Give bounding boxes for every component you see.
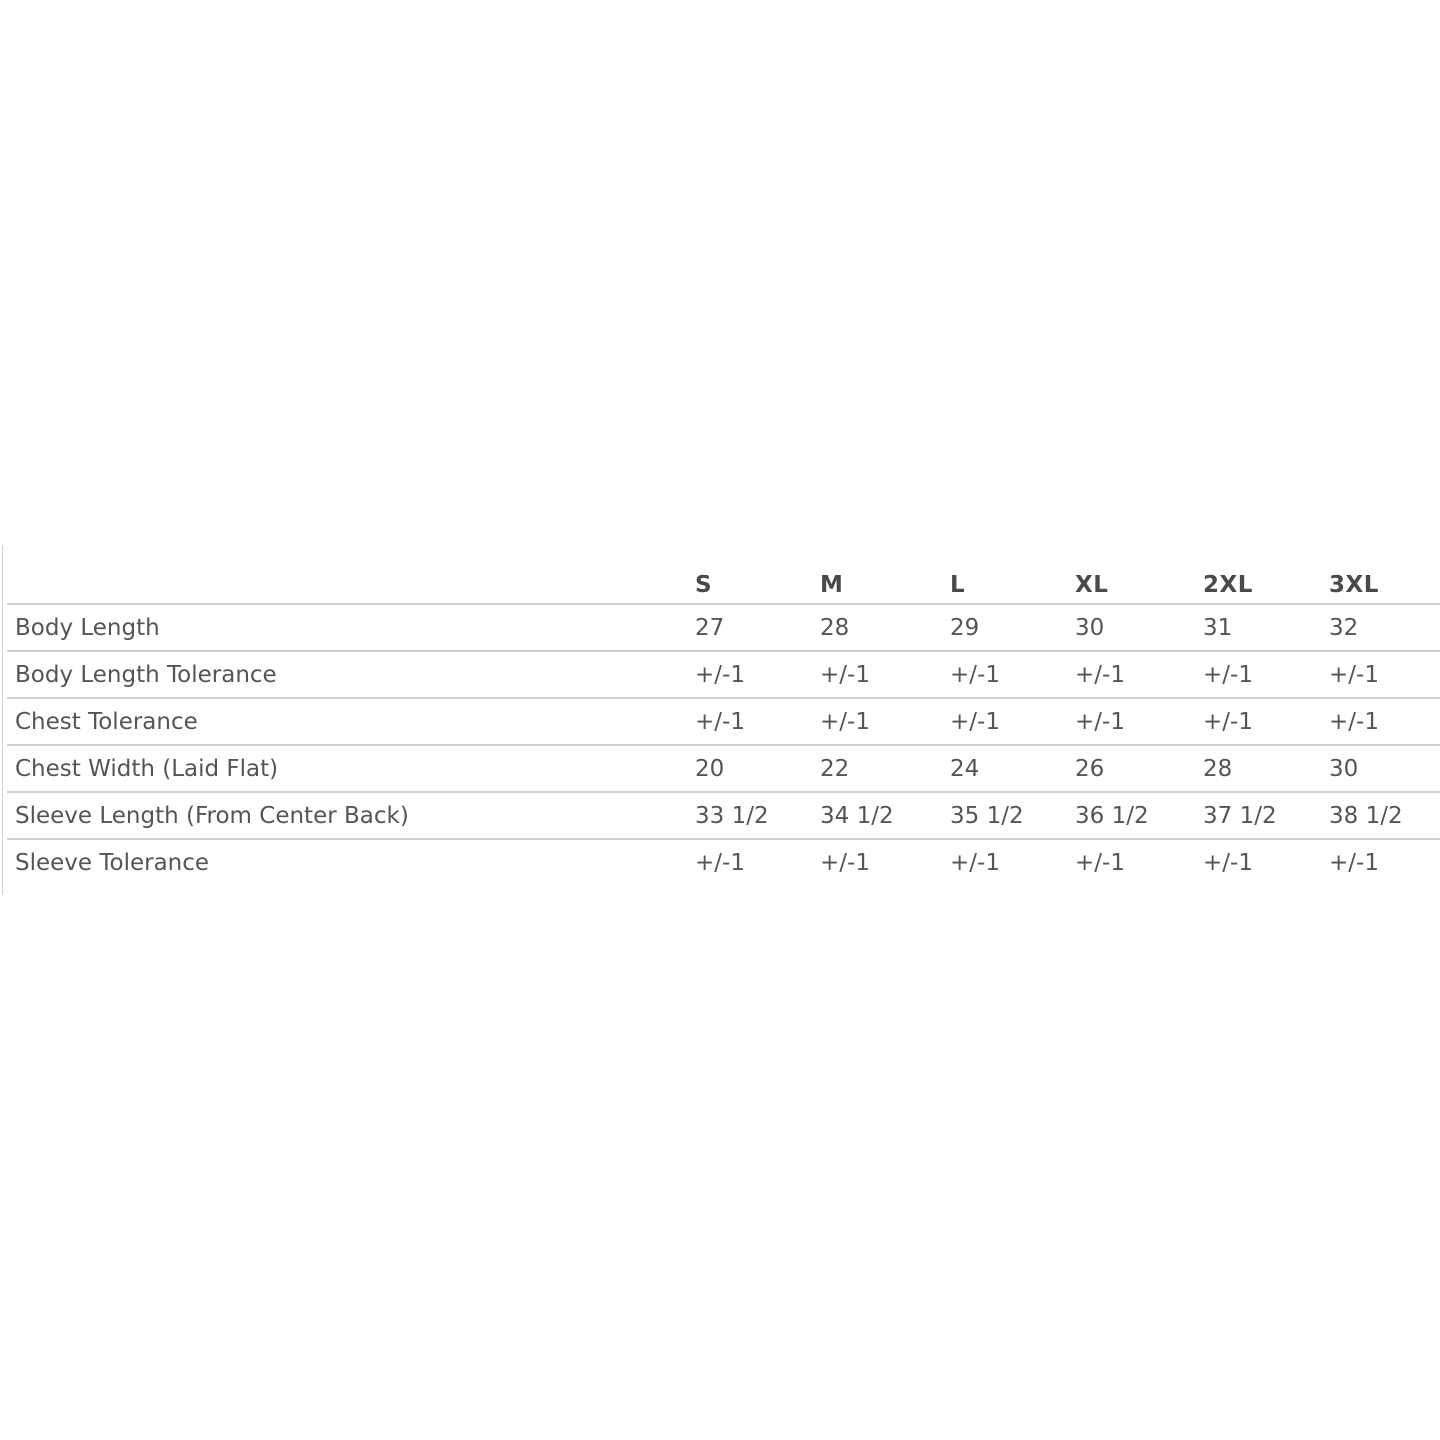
table-cell: 30 (1071, 604, 1199, 651)
table-header-row (7, 546, 1440, 604)
table-row (7, 698, 1440, 745)
table-cell: 26 (1071, 745, 1199, 792)
table-cell: 31 (1199, 604, 1325, 651)
header-cell-s: S (691, 546, 816, 604)
table-row (7, 651, 1440, 698)
table-cell: +/-1 (816, 651, 946, 698)
table-cell: 20 (691, 745, 816, 792)
row-label: Chest Tolerance (7, 698, 691, 745)
header-cell-m: M (816, 546, 946, 604)
table-row (7, 792, 1440, 839)
table-cell: +/-1 (820, 849, 870, 876)
row-label: Chest Width (Laid Flat) (7, 745, 691, 792)
table-cell: +/-1 (1199, 698, 1325, 745)
table-cell: 30 (1325, 745, 1440, 792)
table-cell: +/-1 (1071, 698, 1199, 745)
table-cell: +/-1 (691, 698, 816, 745)
table-cell: +/-1 (691, 651, 816, 698)
table-cell: 29 (946, 604, 1071, 651)
table-cell: +/-1 (816, 698, 946, 745)
header-cell-xl: XL (1071, 546, 1199, 604)
table-cell: 36 1/2 (1071, 792, 1199, 839)
header-cell-l: L (946, 546, 1071, 604)
table-cell: +/-1 (950, 849, 1000, 876)
table-row (7, 745, 1440, 792)
table-cell: +/-1 (1325, 651, 1440, 698)
table-cell: 28 (1199, 745, 1325, 792)
table-row (7, 604, 1440, 651)
table-cell: +/-1 (1325, 698, 1440, 745)
row-label: Body Length Tolerance (7, 651, 691, 698)
table-cell: 37 1/2 (1199, 792, 1325, 839)
table-cell: +/-1 (1075, 849, 1125, 876)
table-cell: +/-1 (946, 651, 1071, 698)
header-cell-measurement (7, 546, 691, 604)
table-cell: 22 (816, 745, 946, 792)
size-chart-table (7, 546, 1440, 885)
table-cell: +/-1 (1329, 849, 1379, 876)
table-row (7, 839, 1440, 885)
table-cell: +/-1 (1203, 849, 1253, 876)
header-cell-3xl: 3XL (1325, 546, 1440, 604)
table-cell: +/-1 (946, 698, 1071, 745)
table-cell: +/-1 (1199, 651, 1325, 698)
table-cell: +/-1 (695, 849, 745, 876)
table-cell: 35 1/2 (946, 792, 1071, 839)
table-cell: 28 (816, 604, 946, 651)
header-cell-2xl: 2XL (1199, 546, 1325, 604)
table-cell: +/-1 (1071, 651, 1199, 698)
table-cell: 32 (1325, 604, 1440, 651)
size-chart (2, 546, 1440, 894)
row-label: Sleeve Length (From Center Back) (7, 792, 691, 839)
row-label: Sleeve Tolerance (15, 849, 210, 876)
table-cell: 27 (691, 604, 816, 651)
row-label: Body Length (7, 604, 691, 651)
table-cell: 34 1/2 (816, 792, 946, 839)
table-cell: 38 1/2 (1325, 792, 1440, 839)
table-cell: 24 (946, 745, 1071, 792)
table-cell: 33 1/2 (691, 792, 816, 839)
